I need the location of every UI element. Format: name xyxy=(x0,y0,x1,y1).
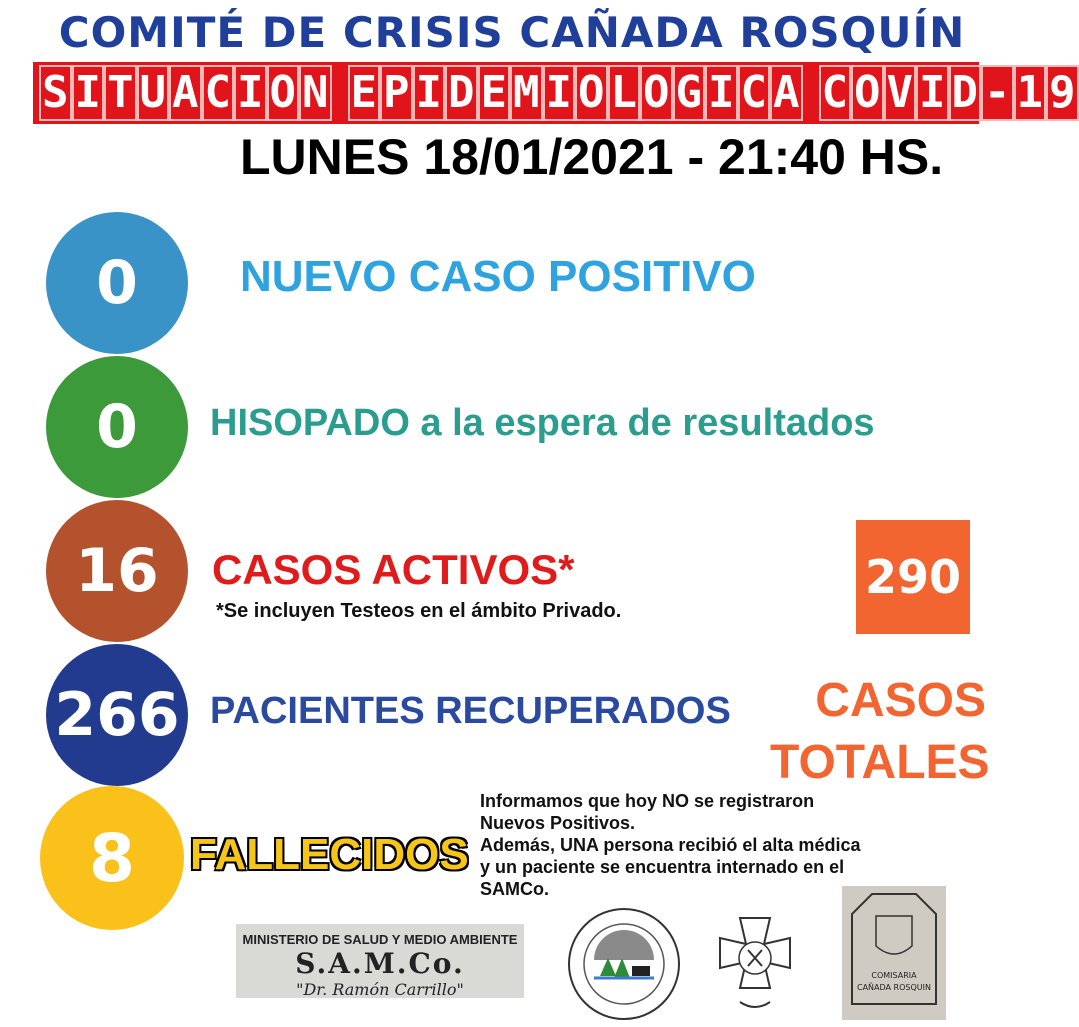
report-date: LUNES 18/01/2021 - 21:40 HS. xyxy=(240,129,944,185)
subtitle-letter: I xyxy=(234,65,267,121)
subtitle-letter: M xyxy=(510,65,543,121)
subtitle-letter: O xyxy=(640,65,673,121)
deaths-label: FALLECIDOS xyxy=(190,830,469,879)
deaths-circle: 8 xyxy=(40,786,184,930)
police-station-stamp-icon xyxy=(842,886,946,1020)
samco-doctor: "Dr. Ramón Carrillo" xyxy=(296,980,464,999)
subtitle-letter: O xyxy=(851,65,884,121)
subtitle-letter: I xyxy=(72,65,105,121)
subtitle-letter: A xyxy=(169,65,202,121)
subtitle-letter: O xyxy=(575,65,608,121)
subtitle-letter: I xyxy=(543,65,576,121)
subtitle-letter: V xyxy=(884,65,917,121)
subtitle-letter: 9 xyxy=(1046,65,1079,121)
active-cases-note: *Se incluyen Testeos en el ámbito Privado. xyxy=(216,600,622,622)
subtitle-letter: P xyxy=(380,65,413,121)
subtitle-letter: U xyxy=(137,65,170,121)
subtitle-letter: L xyxy=(608,65,641,121)
subtitle-letter: S xyxy=(39,65,72,121)
subtitle-letter: O xyxy=(267,65,300,121)
active-cases-label: CASOS ACTIVOS* xyxy=(212,546,575,593)
subtitle-letter: A xyxy=(770,65,803,121)
subtitle-letter: E xyxy=(478,65,511,121)
new-cases-label: NUEVO CASO POSITIVO xyxy=(240,252,756,301)
fire-department-emblem-icon xyxy=(700,910,810,1020)
subtitle-letter: E xyxy=(348,65,381,121)
info-line: Nuevos Positivos. xyxy=(480,813,636,833)
subtitle-letter: I xyxy=(705,65,738,121)
subtitle-letter: C xyxy=(819,65,852,121)
info-line: Informamos que hoy NO se registraron xyxy=(480,791,815,811)
subtitle-letter: - xyxy=(981,65,1014,121)
comuna-logo-icon xyxy=(566,906,682,1022)
info-line: Además, UNA persona recibió el alta médica xyxy=(480,835,861,855)
recovered-circle: 266 xyxy=(46,644,188,786)
active-cases-circle: 16 xyxy=(46,500,188,642)
page-title: COMITÉ DE CRISIS CAÑADA ROSQUÍN xyxy=(58,8,966,57)
pending-swabs-label: HISOPADO a la espera de resultados xyxy=(210,402,875,444)
total-cases-label-line2: TOTALES xyxy=(770,736,990,789)
stamp-line1: COMISARIA xyxy=(871,971,917,980)
subtitle-letter: N xyxy=(299,65,332,121)
info-text xyxy=(480,790,1000,900)
info-line: SAMCo. xyxy=(480,879,549,899)
subtitle-letter: I xyxy=(916,65,949,121)
recovered-label: PACIENTES RECUPERADOS xyxy=(210,690,731,732)
subtitle-letter: I xyxy=(413,65,446,121)
samco-ministry: MINISTERIO DE SALUD Y MEDIO AMBIENTE xyxy=(242,932,518,947)
new-cases-circle: 0 xyxy=(46,212,188,354)
subtitle-letter: D xyxy=(949,65,982,121)
stamp-line2: CAÑADA ROSQUIN xyxy=(857,983,931,992)
subtitle-letter: G xyxy=(673,65,706,121)
subtitle-banner xyxy=(33,62,1076,124)
total-cases-label-line1: CASOS xyxy=(815,674,986,727)
subtitle-letter xyxy=(803,67,819,119)
subtitle-letter: C xyxy=(202,65,235,121)
total-cases-box: 290 xyxy=(856,520,970,634)
subtitle-letter: D xyxy=(445,65,478,121)
subtitle-letter: 1 xyxy=(1014,65,1047,121)
subtitle-letter: T xyxy=(104,65,137,121)
subtitle-letter xyxy=(332,67,348,119)
info-line: y un paciente se encuentra internado en el xyxy=(480,857,845,877)
samco-logo xyxy=(236,924,524,998)
total-cases-label xyxy=(770,670,990,794)
subtitle-letter: C xyxy=(738,65,771,121)
pending-swabs-circle: 0 xyxy=(46,356,188,498)
samco-name: S.A.M.Co. xyxy=(295,947,465,980)
